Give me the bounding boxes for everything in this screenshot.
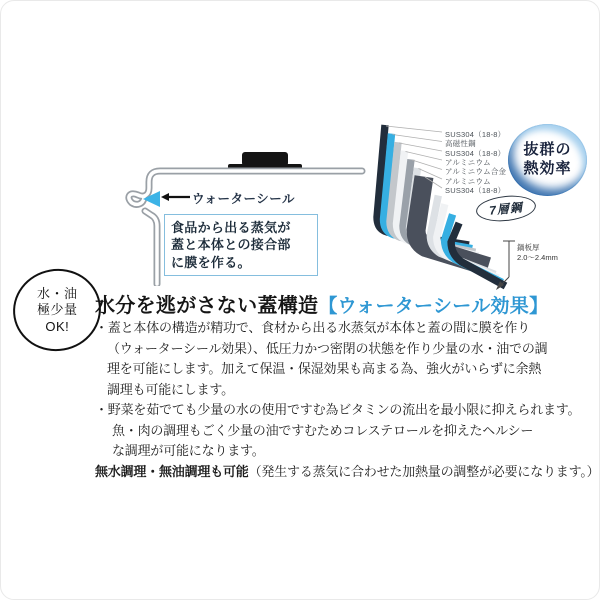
heat-efficiency-text: 熱効率: [523, 160, 572, 177]
body-line: 魚・肉の調理もごく少量の油ですむためコレステロールを抑えたヘルシー: [112, 422, 534, 438]
badge-text: 水・油 極少量 OK!: [36, 285, 78, 334]
seal-caption-line: に膜を作る。: [171, 254, 251, 270]
body-line: （ウォーターシール効果）、低圧力かつ密閉の状態を作り少量の水・油での調: [107, 340, 548, 356]
seal-caption-line: 食品から出る蒸気が: [171, 220, 291, 235]
section-heading: [95, 289, 548, 318]
seal-caption-box: [164, 214, 318, 276]
seven-layer-steel-oval: 7層鋼: [475, 193, 537, 224]
heading-highlight: 【ウォーターシール効果】: [318, 296, 549, 317]
heat-efficiency-badge: [508, 124, 587, 196]
no-water-cooking-note: 無水調理・無油調理も可能: [95, 463, 249, 479]
water-seal-label: ウォーターシール: [192, 192, 296, 206]
body-line: ・野菜を茹でても少量の水の使用ですむ為ビタミンの流出を最小限に抑えられます。: [95, 402, 581, 417]
heat-efficiency-text: 抜群の: [523, 141, 572, 159]
body-line: な調理が可能になります。: [112, 443, 265, 458]
layer-label-1: SUS304（18-8）: [445, 130, 506, 139]
layer-label-6: アルミニウム: [445, 176, 491, 186]
thickness-label: 鍋板厚 2.0～2.4mm: [517, 243, 558, 263]
no-water-cooking-note-detail: （発生する蒸気に合わせた加熱量の調整が必要になります。）: [248, 463, 600, 479]
body-line: ・蓋と本体の構造が精功で、食材から出る水蒸気が本体と蓋の間に膜を作り: [95, 320, 530, 335]
body-line: 理を可能にします。加えて保温・保湿効果も高まる為、強火がいらずに余熱: [107, 361, 542, 376]
seven-layer-diagram: [371, 119, 599, 297]
body-line-last: [95, 462, 600, 483]
layer-label-4: アルミニウム: [445, 157, 491, 167]
layer-label-5: アルミニウム合金: [445, 167, 507, 177]
description-text: [95, 318, 600, 482]
seal-arrow-head: [161, 193, 169, 201]
layer-label-3: SUS304（18-8）: [445, 148, 506, 158]
heading-main: 水分を逃がさない蓋構造: [95, 295, 319, 317]
layer-label-7: SUS304（18-8）: [445, 185, 506, 195]
minimal-water-oil-badge: [7, 262, 108, 358]
body-line: 調理も可能にします。: [107, 381, 234, 397]
seal-caption-line: 蓋と本体との接合部: [171, 237, 291, 253]
layer-label-2: 高磁性鋼: [445, 139, 476, 149]
lid-seal-diagram: [116, 136, 366, 286]
lid-knob: [242, 152, 288, 166]
